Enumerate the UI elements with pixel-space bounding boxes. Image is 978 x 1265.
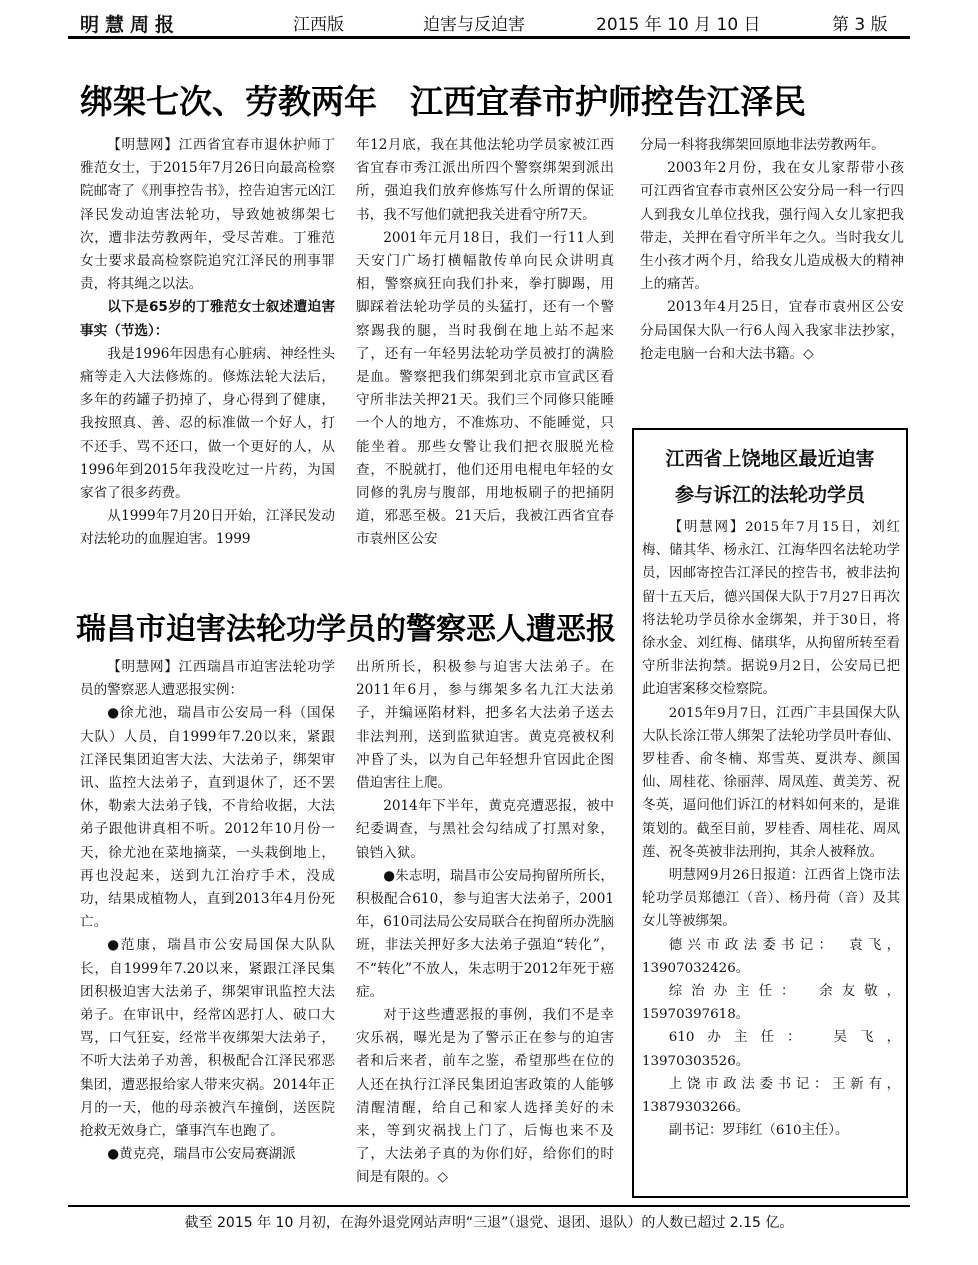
article1-paragraph: 2003年2月份，我在女儿家帮带小孩 可江西省宜春市袁州区公安分局一科一行四人到我女儿单位找我，强行闯入女儿家把我带走，关押在看守所半年之久。当时我女儿生小孩才两个月，给我女儿造成极大的精神上的痛苦。 — [640, 160, 918, 293]
sidebar-contact: 副书记：罗玮红（610主任）。 — [668, 1123, 849, 1139]
sidebar-contact: 610办主任： 吴飞，13970303526。 — [642, 1030, 900, 1069]
article2-paragraph: ●范康，瑞昌市公安局国保大队队长，自1999年7.20以来，紧跟江泽民集团积极迫害大法弟子，绑架审讯监控大法弟子。在审讯中，经常凶恶打人、破口大骂，口气狂妄，经常半夜绑架大法弟子，不听大法弟子劝善，积极配合江泽民邪恶集团，遭恶报给家人带来灾祸。2014年正月的一天，他的母亲被汽车撞倒，送医院抢救无效身亡，肇事汽车也跑了。 — [80, 937, 335, 1140]
footer-note: 截至 2015 年 10 月初，在海外退党网站声明“三退”（退党、退团、退队）的人数已超过 2.15 亿。 — [184, 1215, 794, 1231]
article2-paragraph: ●朱志明，瑞昌市公安局拘留所所长，积极配合610，参与迫害大法弟子，2001年，610司法局公安局联合在拘留所办洗脑班，非法关押好多大法弟子强迫“转化”，不“转化”不放人，朱志明于2012年死于癌症。 — [356, 867, 614, 1000]
article1-paragraph: 2013年4月25日，宜春市袁州区公安分局国保大队一行6人闯入我家非法抄家，抢走电脑一台和大法书籍。◇ — [640, 299, 904, 362]
article1-paragraph: 2001年元月18日，我们一行11人到天安门广场打横幅散传单向民众讲明真相，警察疯狂向我们扑来，拳打脚踢，用脚踩着法轮功学员的头猛打，还有一个警察踢我的腿，当时我倒在地上站不起来了，还有一年轻男法轮功学员被打的满脸是血。警察把我们绑架到北京市宣武区看守所非法关押21天。我们三个同修只能睡一个人的地方，不准炼功、不能睡觉，只能坐着。那些女警让我们把衣服脱光检查，不脱就打，他们还用电棍电年轻的女同修的乳房与腹部，用地板刷子的把捅阴道，邪恶至极。21天后，我被江西省宜春市袁州区公安 — [356, 229, 614, 548]
sidebar-contact: 上饶市政法委书记：王新有，13879303266。 — [642, 1076, 900, 1116]
page-header — [80, 6, 910, 36]
sidebar-paragraph: 2015年9月7日，江西广丰县国保大队大队长涂江带人绑架了法轮功学员叶春仙、罗桂香、俞冬楠、郑雪英、夏洪寿、颜国仙、周桂花、徐丽萍、周凤莲、黄美芳、祝冬英，逼问他们诉江的材料如何来的，是谁策划的。截至目前，罗桂香、周桂花、周凤莲、祝冬英被非法刑拘，其余人被释放。 — [642, 705, 900, 860]
article2-column-1 — [80, 656, 335, 1198]
header-rule — [68, 36, 910, 39]
article2-paragraph: 2014年下半年，黄克亮遭恶报，被中纪委调查，与黑社会勾结成了打黑对象，锒铛入狱。 — [356, 798, 614, 861]
article2-paragraph: ●徐尤池，瑞昌市公安局一科（国保大队）人员，自1999年7.20以来，紧跟江泽民集团迫害大法、大法弟子，绑架审讯、监控大法弟子，直到退休了，还不罢休，勒索大法弟子钱，不肯给收据，大法弟子跟他讲真相不听。2012年10月份一天，徐尤池在菜地摘菜，一头栽倒地上，再也没起来，送到九江治疗手术，没成功，结果成植物人，直到2013年4月份死亡。 — [80, 705, 335, 931]
article1-paragraph: 【明慧网】江西省宜春市退休护师丁雅范女士，于2015年7月26日向最高检察院邮寄了《刑事控告书》，控告迫害元凶江泽民发动迫害法轮功，导致她被绑架七次，遭非法劳教两年，受尽苦难。丁雅范女士要求最高检察院追究江泽民的刑事罪责，将其绳之以法。 — [80, 137, 335, 293]
sidebar-title-line-1: 江西省上饶地区最近迫害 — [665, 448, 875, 470]
article2-paragraph: 【明慧网】江西瑞昌市迫害法轮功学员的警察恶人遭恶报实例： — [80, 659, 335, 699]
article2-paragraph: 出所所长，积极参与迫害大法弟子。在2011年6月，参与绑架多名九江大法弟子，并编诬陷材料，把多名大法弟子送去非法判刑，送到监狱迫害。黄克亮被权利冲昏了头，以为自己年轻想升官因此企图借迫害往上爬。 — [356, 659, 614, 792]
article1-paragraph: 年12月底，我在其他法轮功学员家被江西省宜春市秀江派出所四个警察绑架到派出所，强迫我们放弃修炼写什么所谓的保证书，我不写他们就把我关进看守所7天。 — [356, 137, 614, 223]
sidebar-paragraph: 【明慧网】2015年7月15日，刘红梅、储其华、杨永江、江海华四名法轮功学员，因邮寄控告江泽民的控告书，被非法拘留十五天后，德兴国保大队于7月27日再次将法轮功学员徐水金绑架，并于30日，将徐水金、刘红梅、储琪华，从拘留所转至看守所非法拘禁。据说9月2日，公安局已把此迫害案移交检察院。 — [642, 520, 900, 698]
article1-paragraph: 分局一科将我绑架回原地非法劳教两年。 — [640, 137, 885, 153]
newspaper-name: 明慧周报 — [80, 14, 181, 36]
article1-column-2 — [356, 134, 614, 582]
edition-label: 江西版 — [293, 15, 344, 35]
article2-paragraph: ●黄克亮，瑞昌市公安局赛湖派 — [107, 1146, 296, 1163]
article1-column-1 — [80, 134, 335, 582]
sidebar-contact: 综治办主任： 余友敬，15970397618。 — [642, 984, 900, 1023]
article2-column-2 — [356, 656, 614, 1198]
article1-paragraph: 我是1996年因患有心脏病、神经性头痛等走入大法修炼的。修炼法轮大法后，多年的药罐子扔掉了，身心得到了健康，我按照真、善、忍的标准做一个好人，打不还手、骂不还口，做一个更好的人，从1996年到2015年我没吃过一片药，为国家省了很多药费。 — [80, 345, 335, 502]
section-label: 迫害与反迫害 — [423, 15, 525, 35]
sidebar-box — [632, 428, 908, 1198]
issue-date: 2015 年 10 月 10 日 — [596, 15, 761, 35]
sidebar-contact: 德兴市政法委书记： 袁飞，13907032426。 — [642, 937, 900, 976]
article2-paragraph: 对于这些遭恶报的事例，我们不是幸灾乐祸，曝光是为了警示正在参与的迫害者和后来者，前车之鉴，希望那些在位的人还在执行江泽民集团迫害政策的人能够清醒清醒，给自己和家人选择美好的未来，等到灾祸找上门了，后悔也来不及了，大法弟子真的为你们好，给你们的时间是有限的。◇ — [356, 1007, 614, 1186]
sidebar-body — [642, 516, 900, 1186]
sidebar-title-line-2: 参与诉江的法轮功学员 — [674, 484, 865, 506]
page-number: 第 3 版 — [832, 15, 888, 35]
article1-subheading: 以下是65岁的丁雅范女士叙述遭迫害事实（节选）： — [80, 299, 335, 339]
article2-title: 瑞昌市迫害法轮功学员的警察恶人遭恶报 — [76, 612, 616, 647]
article1-column-3 — [640, 134, 918, 424]
footer-rule — [68, 1205, 910, 1207]
sidebar-paragraph: 明慧网9月26日报道：江西省上饶市法轮功学员郑德江（音）、杨丹荷（音）及其女儿等被绑架。 — [642, 868, 900, 930]
article1-title: 绑架七次、劳教两年 江西宜春市护师控告江泽民 — [80, 82, 806, 121]
article1-paragraph: 从1999年7月20日开始，江泽民发动对法轮功的血腥迫害。1999 — [80, 508, 335, 548]
